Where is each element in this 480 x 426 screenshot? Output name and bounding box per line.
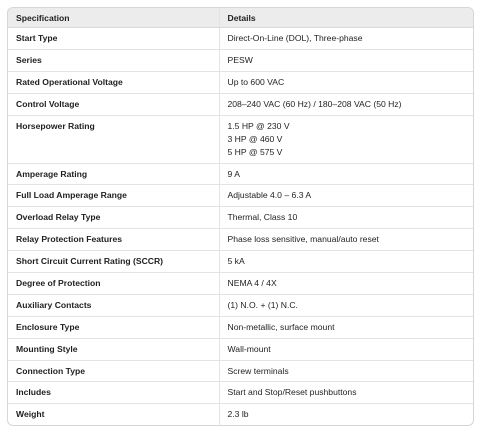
spec-table-container bbox=[7, 7, 474, 426]
table-row bbox=[8, 382, 473, 404]
table-row bbox=[8, 316, 473, 338]
spec-name: Rated Operational Voltage bbox=[8, 71, 219, 93]
spec-name: Horsepower Rating bbox=[8, 115, 219, 163]
spec-value: 5 kA bbox=[219, 251, 473, 273]
table-row bbox=[8, 207, 473, 229]
spec-value bbox=[219, 115, 473, 163]
table-header-row bbox=[8, 8, 473, 28]
table-row bbox=[8, 273, 473, 295]
spec-name: Full Load Amperage Range bbox=[8, 185, 219, 207]
spec-name: Degree of Protection bbox=[8, 273, 219, 295]
table-row bbox=[8, 294, 473, 316]
spec-value: Non-metallic, surface mount bbox=[219, 316, 473, 338]
spec-value: Wall-mount bbox=[219, 338, 473, 360]
spec-value: 9 A bbox=[219, 163, 473, 185]
table-row bbox=[8, 115, 473, 163]
spec-table bbox=[8, 8, 473, 425]
spec-name: Series bbox=[8, 49, 219, 71]
spec-value-line: 5 HP @ 575 V bbox=[227, 146, 283, 157]
spec-name: Mounting Style bbox=[8, 338, 219, 360]
spec-value-line: 1.5 HP @ 230 V bbox=[227, 120, 290, 131]
spec-value: (1) N.O. + (1) N.C. bbox=[219, 294, 473, 316]
table-row bbox=[8, 229, 473, 251]
table-row bbox=[8, 185, 473, 207]
column-header-details: Details bbox=[219, 8, 473, 28]
table-row bbox=[8, 28, 473, 50]
spec-value: NEMA 4 / 4X bbox=[219, 273, 473, 295]
spec-name: Control Voltage bbox=[8, 93, 219, 115]
spec-name: Connection Type bbox=[8, 360, 219, 382]
spec-value: Thermal, Class 10 bbox=[219, 207, 473, 229]
spec-value-line: 3 HP @ 460 V bbox=[227, 133, 283, 144]
table-row bbox=[8, 93, 473, 115]
spec-value: Direct-On-Line (DOL), Three-phase bbox=[219, 28, 473, 50]
spec-value: 2.3 lb bbox=[219, 404, 473, 425]
spec-value: 208–240 VAC (60 Hz) / 180–208 VAC (50 Hz) bbox=[219, 93, 473, 115]
spec-name: Short Circuit Current Rating (SCCR) bbox=[8, 251, 219, 273]
spec-value: Adjustable 4.0 – 6.3 A bbox=[219, 185, 473, 207]
spec-value: PESW bbox=[219, 49, 473, 71]
table-row bbox=[8, 360, 473, 382]
table-row bbox=[8, 404, 473, 425]
spec-name: Amperage Rating bbox=[8, 163, 219, 185]
spec-value: Start and Stop/Reset pushbuttons bbox=[219, 382, 473, 404]
table-row bbox=[8, 49, 473, 71]
table-row bbox=[8, 71, 473, 93]
spec-value: Screw terminals bbox=[219, 360, 473, 382]
spec-name: Relay Protection Features bbox=[8, 229, 219, 251]
spec-value: Phase loss sensitive, manual/auto reset bbox=[219, 229, 473, 251]
spec-name: Overload Relay Type bbox=[8, 207, 219, 229]
spec-name: Start Type bbox=[8, 28, 219, 50]
spec-name: Auxiliary Contacts bbox=[8, 294, 219, 316]
table-row bbox=[8, 163, 473, 185]
table-row bbox=[8, 251, 473, 273]
spec-value: Up to 600 VAC bbox=[219, 71, 473, 93]
spec-name: Weight bbox=[16, 409, 45, 420]
column-header-specification: Specification bbox=[8, 8, 219, 28]
spec-name: Enclosure Type bbox=[8, 316, 219, 338]
table-row bbox=[8, 338, 473, 360]
spec-name: Includes bbox=[8, 382, 219, 404]
